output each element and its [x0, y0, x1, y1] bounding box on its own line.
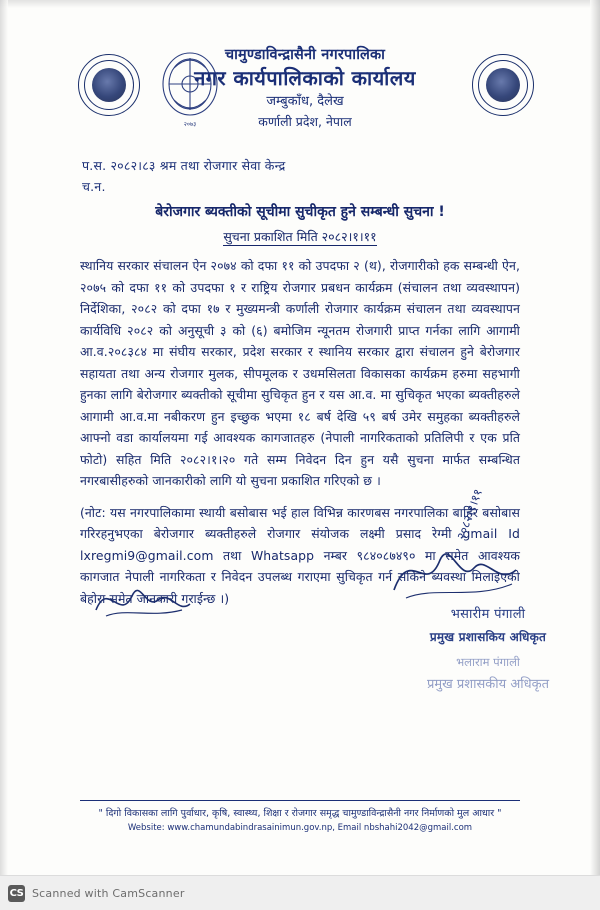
patra-sankhya: प.स. २०८२।८३ श्रम तथा रोजगार सेवा केन्द्र	[82, 158, 286, 173]
org-province-line: कर्णाली प्रदेश, नेपाल	[258, 114, 352, 129]
footer-divider	[80, 800, 520, 801]
publish-date-wrap	[0, 228, 600, 245]
nepal-government-seal-icon	[472, 54, 534, 116]
notice-paragraph-1: स्थानिय सरकार संचालन ऐन २०७४ को दफा ११ को उपदफा २ (थ), रोजगारीको हक सम्बन्धी ऐन, २०७५ को दफा ११ को उपदफा १ र राष्ट्रिय रोजगार प्रबधन कार्यक्रम (संचालन तथा व्यवस्थापन) निर्देशिका, २०८२ को दफा १७ र मुख्यमन्त्री कर्णाली रोजगार कार्यक्रम संचालन तथा व्यवस्थापन कार्यविधि २०८२ को अनुसूची ३ को (६) बमोजिम न्यूनतम रोजगारी प्राप्त गर्नका लागि आगामी आ.व.२०८३८४ मा संघीय सरकार, प्रदेश सरकार र स्थानिय सरकार द्वारा संचालन हुने बेरोजगार सहायता तथा अन्य रोजगार मुलक, सीपमूलक र उधमसिलता विकासका कार्यक्रम हरुमा सहभागी हुनका लागि बेरोजगार ब्यक्तीको सूचीमा सुचिकृत हुन र यस आ.व. मा सुचिकृत भएका ब्यक्तीहरुले आगामी आ.व.मा नबीकरण हुन इच्छुक भएमा १८ बर्ष देखि ५९ बर्ष उमेर समुहका ब्यक्तीहरुले आफ्नो वडा कार्यालयमा गई आवश्यक कागजातहरु (नेपाली नागरिकताको प्रतिलिपी र एक प्रति फोटो) सहित मिति २०८२।१।२० गते सम्म निवेदन दिन हुन यसै सुचना मार्फत सम्बन्धित नगरबासीहरुको जानकारीको लागि यो सुचना प्रकाशित गरिएको छ ।	[80, 258, 520, 488]
notice-subject: बेरोजगार ब्यक्तीको सूचीमा सुचीकृत हुने सम्बन्धी सुचना !	[155, 204, 445, 220]
org-name-line1: चामुण्डाविन्द्रासैनी नगरपालिका	[224, 47, 386, 63]
camscanner-label: Scanned with CamScanner	[32, 886, 185, 900]
officer-post: प्रमुख प्रशासकिय अधिकृत	[429, 630, 547, 644]
right-signature	[382, 532, 532, 612]
scan-edge-top	[0, 0, 600, 8]
left-signature	[86, 570, 206, 630]
officer-stamp-secondary	[398, 655, 578, 692]
letterhead-titles	[150, 46, 460, 131]
signature-date: २०८२।१।११	[453, 487, 486, 542]
camscanner-watermark	[0, 875, 600, 910]
notice-paragraph-2: (नोट: यस नगरपालिकामा स्थायी बसोबास भई हाल विभिन्न कारणबस नगरपालिका बाहिर बसोबास गरिरहनुभएका बेरोजगार ब्यक्तीहरुले रोजगार संयोजक लक्ष्मी प्रसाद रेग्मी gmail Id lxregmi9@gmail.com तथा Whatsapp नम्बर ९८४०८७४९० मा समेत आवश्यक कागजात नेपाली नागरिकता र निवेदन उपलब्ध गराएमा सुचिकृत गर्न सकिने ब्यवस्था मिलाइएको बेहोरा समेत जानकारी गराईन्छ ।)	[80, 504, 520, 606]
org-name-line2: नगर कार्यपालिकाको कार्यालय	[194, 66, 416, 90]
svg-text:२०७३: २०७३	[183, 121, 197, 128]
footer-slogan: " दिगो विकासका लागि पुर्वाधार, कृषि, स्वास्थ्य, शिक्षा र रोजगार समृद्ध चामुण्डाविन्द्रासैनी नगर निर्माणको मुल आधार "	[98, 808, 502, 819]
chalani-sankhya: च.न.	[82, 179, 106, 194]
publish-date: सुचना प्रकाशित मिति २०८२।१।११	[223, 229, 377, 244]
stamp-name: भलाराम पंगाली	[456, 655, 520, 669]
letterhead	[0, 38, 600, 148]
footer-block	[48, 806, 552, 835]
municipality-seal-icon	[78, 54, 140, 116]
officer-name: भसारीम पंगाली	[450, 607, 526, 622]
officer-stamp	[398, 604, 578, 645]
footer-website: Website: www.chamundabindrasainimun.gov.np, Email nbshahi2042@gmail.com	[127, 823, 473, 833]
stamp-post: प्रमुख प्रशासकीय अधिकृत	[426, 677, 550, 692]
camscanner-logo-icon: CS	[8, 885, 25, 902]
org-address-line: जम्बुकाँध, दैलेख	[266, 94, 344, 109]
